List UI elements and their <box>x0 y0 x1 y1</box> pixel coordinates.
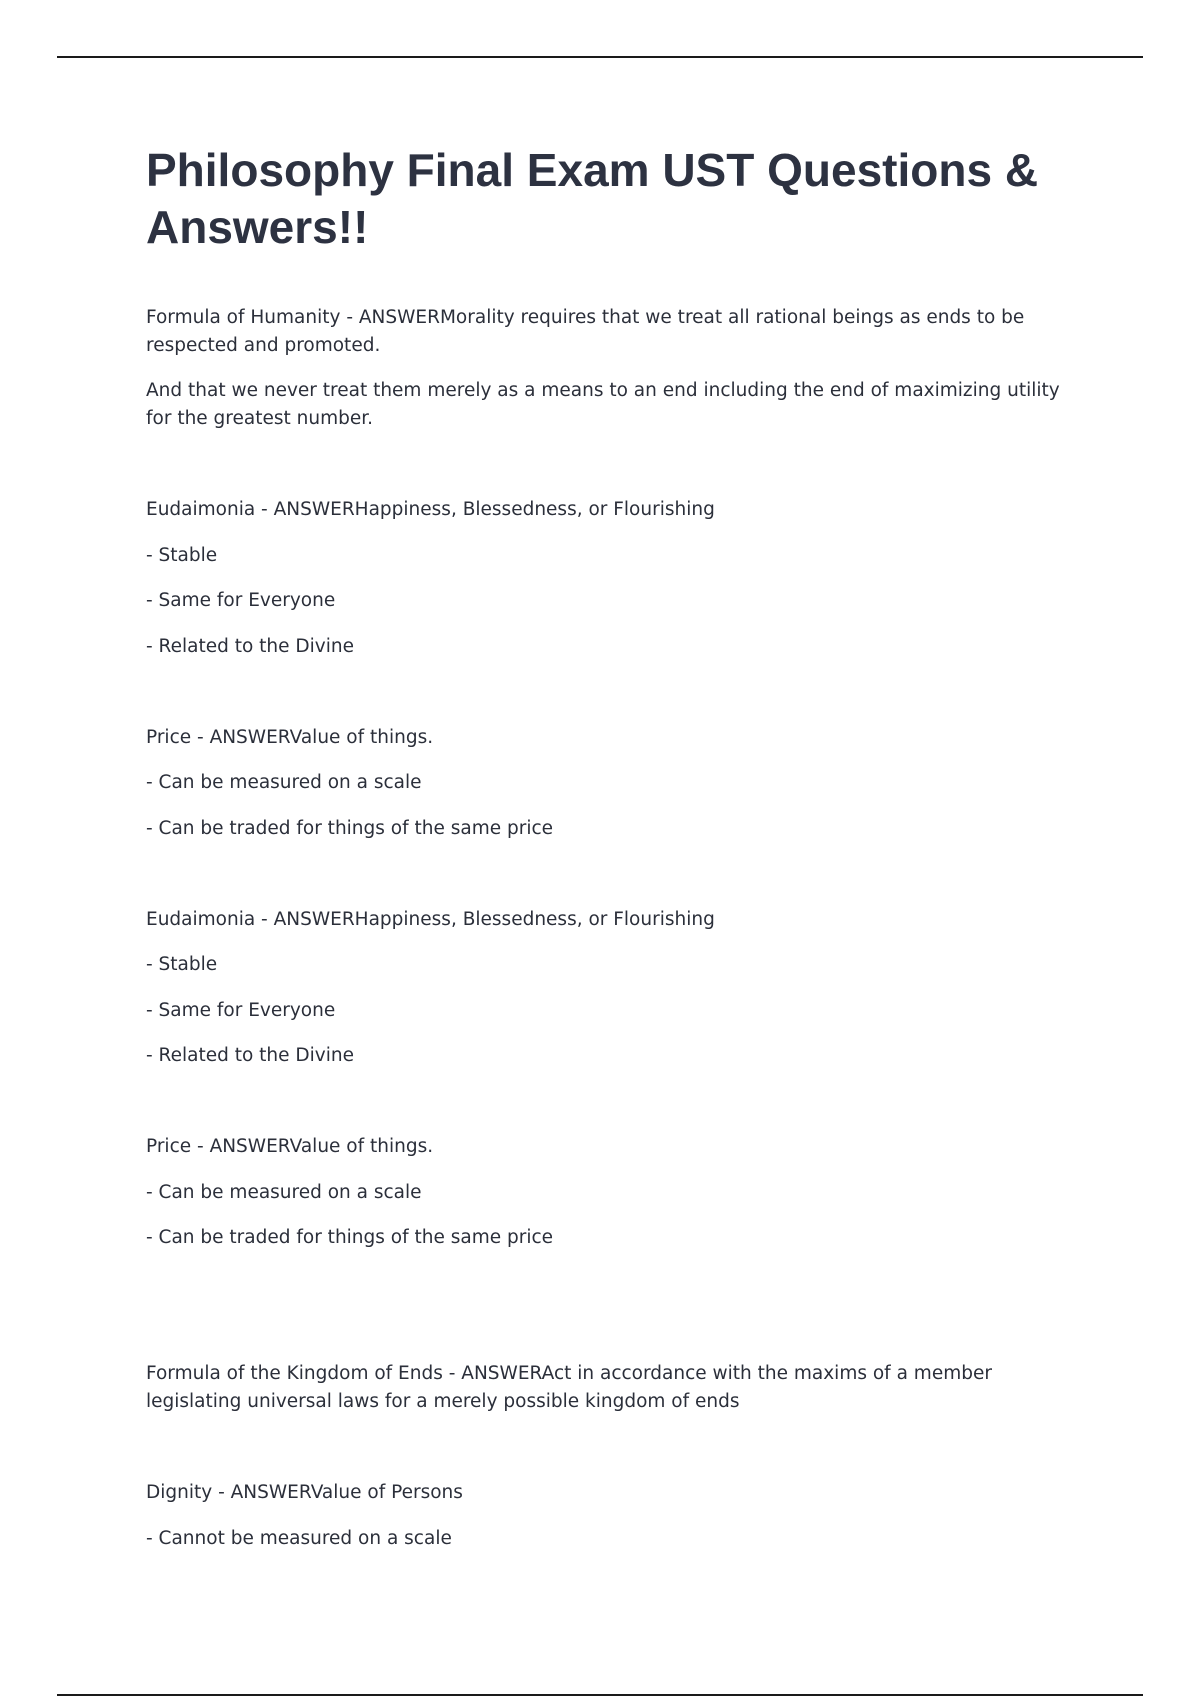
list-item: - Same for Everyone <box>146 590 336 611</box>
list-item: - Can be measured on a scale <box>146 1182 422 1203</box>
paragraph-eudaimonia-repeat: Eudaimonia - ANSWERHappiness, Blessedness, or Flourishing <box>146 909 715 930</box>
list-item: - Related to the Divine <box>146 636 354 657</box>
list-item: - Same for Everyone <box>146 1000 336 1021</box>
bottom-divider <box>57 1694 1143 1696</box>
list-item: - Can be traded for things of the same price <box>146 818 554 839</box>
top-divider <box>57 56 1143 58</box>
page-title: Philosophy Final Exam UST Questions & Answers!! <box>146 144 1039 253</box>
paragraph-price-repeat: Price - ANSWERValue of things. <box>146 1136 434 1157</box>
paragraph-formula-of-humanity-cont: And that we never treat them merely as a means to an end including the end of maximizing utility for the greatest number. <box>146 380 1060 429</box>
list-item: - Can be measured on a scale <box>146 772 422 793</box>
paragraph-formula-of-humanity: Formula of Humanity - ANSWERMorality requires that we treat all rational beings as ends to be respected and promoted. <box>146 307 1025 356</box>
list-item: - Cannot be measured on a scale <box>146 1528 452 1549</box>
paragraph-kingdom-of-ends: Formula of the Kingdom of Ends - ANSWERAct in accordance with the maxims of a member legislating universal laws for a merely possible kingdom of ends <box>146 1363 992 1412</box>
paragraph-price: Price - ANSWERValue of things. <box>146 727 434 748</box>
paragraph-dignity: Dignity - ANSWERValue of Persons <box>146 1482 463 1503</box>
paragraph-eudaimonia: Eudaimonia - ANSWERHappiness, Blessedness, or Flourishing <box>146 499 715 520</box>
list-item: - Related to the Divine <box>146 1045 354 1066</box>
list-item: - Stable <box>146 545 218 566</box>
list-item: - Stable <box>146 954 218 975</box>
list-item: - Can be traded for things of the same price <box>146 1227 554 1248</box>
